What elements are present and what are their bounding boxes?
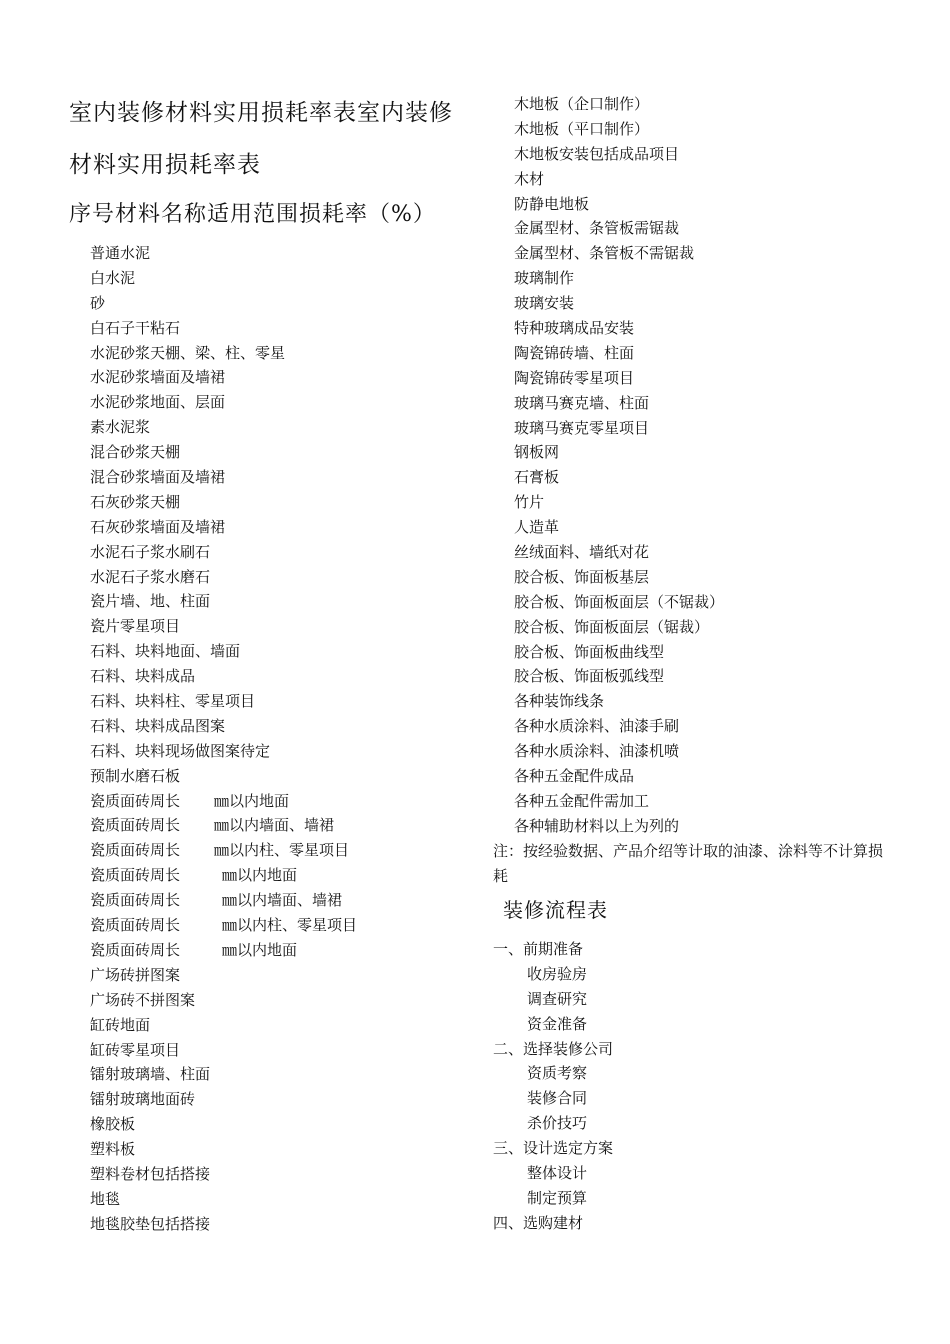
flow-step: 四、选购建材 xyxy=(493,1213,584,1232)
material-item xyxy=(514,565,724,590)
material-name: 石料、块料成品图案 xyxy=(90,716,226,735)
material-name: 玻璃马赛克墙、柱面 xyxy=(514,393,650,412)
material-item xyxy=(514,167,724,192)
material-item xyxy=(514,142,724,167)
material-item xyxy=(514,216,724,241)
material-item xyxy=(90,863,357,888)
material-item xyxy=(514,291,724,316)
material-item xyxy=(90,1137,357,1162)
material-name: 水泥石子浆水磨石 xyxy=(90,567,211,586)
material-list-left xyxy=(90,241,357,1237)
material-item xyxy=(514,490,724,515)
material-name: 白水泥 xyxy=(90,268,136,287)
material-name: 素水泥浆 xyxy=(90,418,151,437)
material-item xyxy=(514,764,724,789)
flow-substep: 收房验房 xyxy=(527,964,588,983)
material-name: 各种水质涂料、油漆手刷 xyxy=(514,717,680,736)
material-list-right xyxy=(514,92,724,839)
material-scope: ㎜以内地面 xyxy=(214,791,290,810)
material-item xyxy=(90,813,357,838)
material-item xyxy=(90,540,357,565)
material-name: 人造革 xyxy=(514,518,560,537)
flow-substep: 整体设计 xyxy=(527,1164,588,1183)
material-name: 砂 xyxy=(90,293,106,312)
material-item xyxy=(90,1087,357,1112)
flow-substep: 杀价技巧 xyxy=(527,1114,588,1133)
material-item xyxy=(90,515,357,540)
material-name: 胶合板、饰面板弧线型 xyxy=(514,667,665,686)
material-name: 混合砂浆天棚 xyxy=(90,443,181,462)
material-item xyxy=(90,241,357,266)
flow-list xyxy=(493,937,613,1236)
material-name: 塑料卷材包括搭接 xyxy=(90,1164,211,1183)
material-name: 瓷质面砖周长 xyxy=(90,940,181,959)
material-item xyxy=(90,291,357,316)
material-name: 广场砖不拼图案 xyxy=(90,990,196,1009)
material-item xyxy=(514,515,724,540)
material-name: 瓷质面砖周长 xyxy=(90,841,181,860)
material-scope: ㎜以内墙面、墙裙 xyxy=(214,816,335,835)
material-item xyxy=(514,465,724,490)
material-item xyxy=(90,714,357,739)
material-name: 石料、块料柱、零星项目 xyxy=(90,692,256,711)
material-item xyxy=(90,316,357,341)
table-header: 序号材料名称适用范围损耗率（%） xyxy=(69,202,436,227)
material-name: 瓷质面砖周长 xyxy=(90,866,181,885)
flow-step: 二、选择装修公司 xyxy=(493,1039,614,1058)
loss-note: 注：按经验数据、产品介绍等计取的油漆、涂料等不计算损耗 xyxy=(493,842,884,885)
material-item xyxy=(90,1013,357,1038)
material-item xyxy=(514,241,724,266)
material-name: 瓷质面砖周长 xyxy=(90,816,181,835)
material-name: 丝绒面料、墙纸对花 xyxy=(514,543,650,562)
material-name: 陶瓷锦砖零星项目 xyxy=(514,368,635,387)
material-name: 瓷片墙、地、柱面 xyxy=(90,592,211,611)
material-item xyxy=(90,764,357,789)
material-name: 广场砖拼图案 xyxy=(90,965,181,984)
material-name: 竹片 xyxy=(514,493,545,512)
material-item xyxy=(90,465,357,490)
material-item xyxy=(90,838,357,863)
material-name: 缸砖地面 xyxy=(90,1015,151,1034)
material-name: 木地板（企口制作） xyxy=(514,95,650,113)
material-item xyxy=(514,416,724,441)
material-name: 各种水质涂料、油漆机喷 xyxy=(514,742,680,761)
material-scope: ㎜以内柱、零星项目 xyxy=(222,916,358,935)
material-item xyxy=(90,589,357,614)
material-name: 木地板（平口制作） xyxy=(514,119,650,138)
material-item xyxy=(514,814,724,839)
flow-title: 装修流程表 xyxy=(503,898,608,922)
material-item xyxy=(90,938,357,963)
material-item xyxy=(90,739,357,764)
material-name: 水泥砂浆地面、层面 xyxy=(90,393,226,412)
material-item xyxy=(90,988,357,1013)
material-item xyxy=(514,640,724,665)
material-item xyxy=(90,565,357,590)
material-item xyxy=(514,316,724,341)
material-item xyxy=(90,664,357,689)
material-name: 石料、块料地面、墙面 xyxy=(90,642,241,661)
material-name: 普通水泥 xyxy=(90,244,151,262)
material-name: 石灰砂浆天棚 xyxy=(90,492,181,511)
document-title-line-2: 材料实用损耗率表 xyxy=(69,152,261,178)
material-item xyxy=(90,639,357,664)
material-item xyxy=(90,341,357,366)
material-item xyxy=(90,789,357,814)
material-item xyxy=(514,391,724,416)
material-name: 地毯胶垫包括搭接 xyxy=(90,1214,211,1233)
material-item xyxy=(514,664,724,689)
material-name: 特种玻璃成品安装 xyxy=(514,319,635,338)
material-item xyxy=(514,590,724,615)
material-item xyxy=(90,440,357,465)
material-item xyxy=(514,117,724,142)
material-item xyxy=(514,192,724,217)
material-scope: ㎜以内柱、零星项目 xyxy=(214,841,350,860)
material-name: 胶合板、饰面板面层（不锯裁） xyxy=(514,592,725,611)
material-item xyxy=(90,365,357,390)
flow-substep: 调查研究 xyxy=(527,989,588,1008)
flow-substep: 资金准备 xyxy=(527,1014,588,1033)
material-name: 玻璃制作 xyxy=(514,269,575,288)
material-item xyxy=(514,540,724,565)
material-item xyxy=(90,689,357,714)
material-name: 预制水磨石板 xyxy=(90,766,181,785)
material-name: 各种五金配件需加工 xyxy=(514,791,650,810)
material-name: 水泥砂浆墙面及墙裙 xyxy=(90,368,226,387)
material-name: 各种装饰线条 xyxy=(514,692,605,711)
material-name: 胶合板、饰面板曲线型 xyxy=(514,642,665,661)
material-name: 混合砂浆墙面及墙裙 xyxy=(90,468,226,487)
flow-substep: 制定预算 xyxy=(527,1188,588,1207)
material-item xyxy=(514,615,724,640)
material-scope: ㎜以内地面 xyxy=(222,940,298,959)
material-item xyxy=(514,266,724,291)
material-item xyxy=(90,490,357,515)
flow-substep: 装修合同 xyxy=(527,1089,588,1108)
material-item xyxy=(514,440,724,465)
material-item xyxy=(514,92,724,117)
material-name: 白石子干粘石 xyxy=(90,318,181,337)
material-item xyxy=(514,739,724,764)
material-name: 缸砖零星项目 xyxy=(90,1040,181,1059)
material-name: 水泥砂浆天棚、梁、柱、零星 xyxy=(90,343,286,362)
material-name: 瓷质面砖周长 xyxy=(90,891,181,910)
material-name: 瓷片零星项目 xyxy=(90,617,181,636)
material-item xyxy=(90,913,357,938)
material-name: 各种五金配件成品 xyxy=(514,767,635,786)
material-name: 石膏板 xyxy=(514,468,560,487)
material-item xyxy=(90,1162,357,1187)
material-item xyxy=(90,266,357,291)
material-item xyxy=(514,789,724,814)
material-item xyxy=(90,1212,357,1237)
material-item xyxy=(90,390,357,415)
material-item xyxy=(90,415,357,440)
flow-step: 一、前期准备 xyxy=(493,940,584,958)
material-name: 胶合板、饰面板面层（锯裁） xyxy=(514,617,710,636)
material-name: 瓷质面砖周长 xyxy=(90,791,181,810)
material-scope: ㎜以内地面 xyxy=(222,866,298,885)
material-name: 胶合板、饰面板基层 xyxy=(514,567,650,586)
material-name: 金属型材、条管板不需锯裁 xyxy=(514,244,695,263)
material-item xyxy=(90,614,357,639)
material-name: 钢板网 xyxy=(514,443,560,462)
material-name: 石料、块料成品 xyxy=(90,667,196,686)
material-item xyxy=(514,714,724,739)
material-name: 陶瓷锦砖墙、柱面 xyxy=(514,343,635,362)
material-name: 镭射玻璃墙、柱面 xyxy=(90,1065,211,1084)
material-name: 木材 xyxy=(514,169,545,188)
flow-step: 三、设计选定方案 xyxy=(493,1139,614,1158)
material-name: 金属型材、条管板需锯裁 xyxy=(514,219,680,238)
material-name: 石料、块料现场做图案待定 xyxy=(90,741,271,760)
material-name: 石灰砂浆墙面及墙裙 xyxy=(90,517,226,536)
material-name: 橡胶板 xyxy=(90,1115,136,1134)
material-name: 瓷质面砖周长 xyxy=(90,916,181,935)
material-name: 玻璃安装 xyxy=(514,294,575,313)
material-name: 塑料板 xyxy=(90,1140,136,1159)
material-item xyxy=(90,888,357,913)
document-title-line-1: 室内装修材料实用损耗率表室内装修 xyxy=(69,100,453,126)
material-item xyxy=(90,963,357,988)
material-name: 水泥石子浆水刷石 xyxy=(90,542,211,561)
material-item xyxy=(514,341,724,366)
material-name: 地毯 xyxy=(90,1189,121,1208)
material-name: 各种辅助材料以上为列的 xyxy=(514,816,680,835)
material-item xyxy=(514,689,724,714)
material-item xyxy=(90,1038,357,1063)
material-name: 玻璃马赛克零星项目 xyxy=(514,418,650,437)
material-item xyxy=(90,1112,357,1137)
material-item xyxy=(514,366,724,391)
material-item xyxy=(90,1062,357,1087)
material-item xyxy=(90,1187,357,1212)
material-name: 镭射玻璃地面砖 xyxy=(90,1090,196,1109)
material-name: 防静电地板 xyxy=(514,194,590,213)
material-scope: ㎜以内墙面、墙裙 xyxy=(222,891,343,910)
material-name: 木地板安装包括成品项目 xyxy=(514,144,680,163)
flow-substep: 资质考察 xyxy=(527,1064,588,1083)
